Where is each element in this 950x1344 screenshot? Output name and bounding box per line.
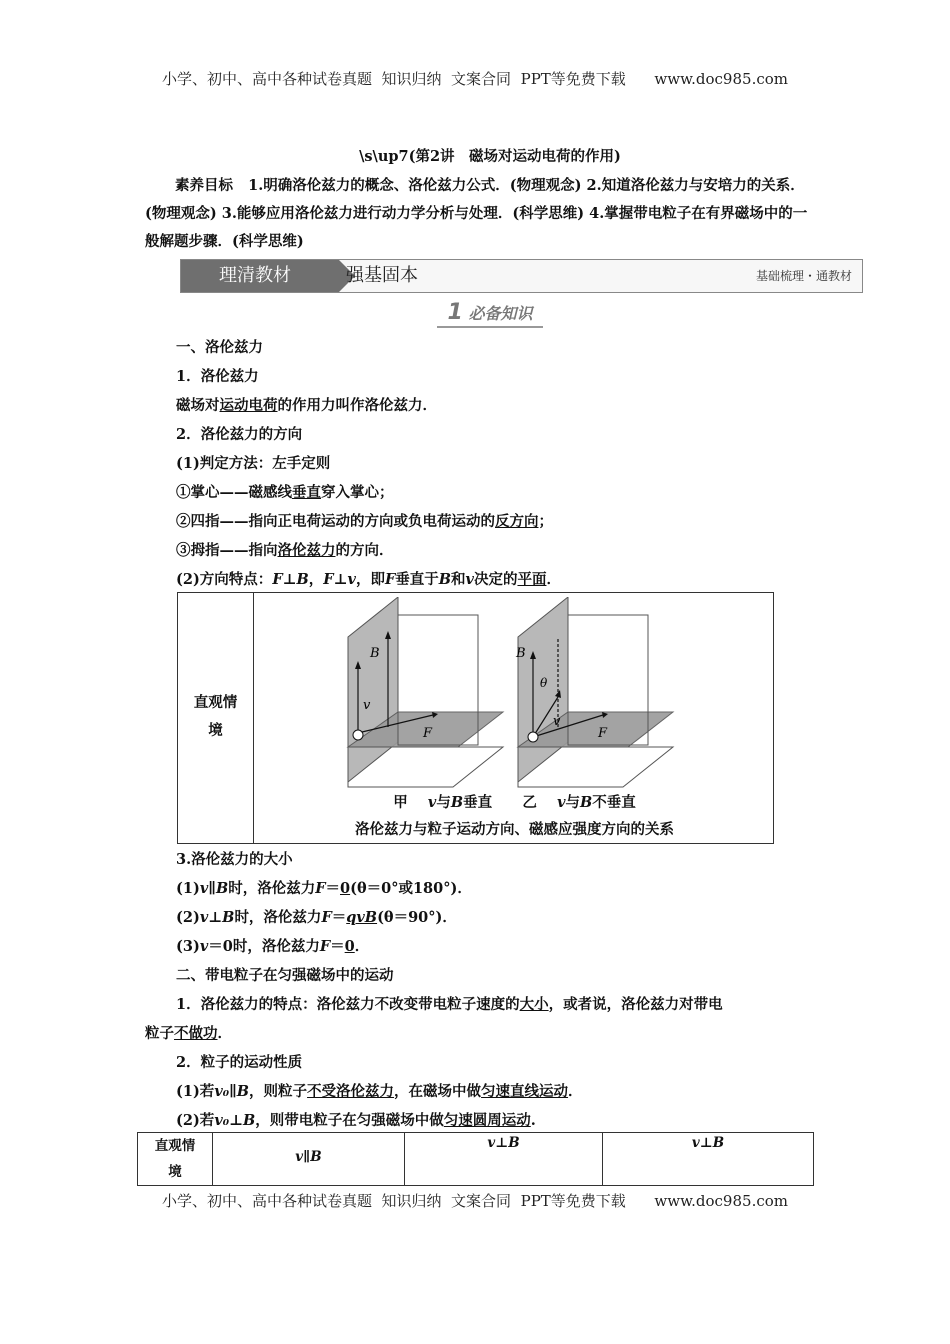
diagram-jia xyxy=(348,597,503,787)
label-v-yi: v xyxy=(553,714,561,729)
section1-heading: 一、洛伦兹力 xyxy=(176,339,263,356)
sub2-heading: 2．洛伦兹力的方向 xyxy=(176,426,303,443)
motion-table-col-perp-2: v⊥B xyxy=(691,1135,725,1151)
label-B-yi: B xyxy=(516,646,526,661)
palm-line: ①掌心——磁感线垂直穿入掌心； xyxy=(176,484,394,501)
figure-caption-1: 甲 v与B垂直 乙 v与B不垂直 xyxy=(393,794,636,811)
vertical-plane-jia xyxy=(348,597,398,782)
motion-line-1: (1)若v₀∥B，则粒子不受洛伦兹力，在磁场中做匀速直线运动． xyxy=(176,1083,583,1100)
knowledge-text: 必备知识 xyxy=(468,304,533,323)
four-fingers-line: ②四指——指向正电荷运动的方向或负电荷运动的反方向； xyxy=(176,513,553,530)
motion-table-col-perp-1: v⊥B xyxy=(405,1133,603,1185)
label-F-jia: F xyxy=(423,726,433,741)
banner-left: 理清教材 xyxy=(181,260,339,292)
goals-text: 1.明确洛伦兹力的概念、洛伦兹力公式．(物理观念) 2.知道洛伦兹力与安培力的关系．(物理观念) 3.能够应用洛伦兹力进行动力学分析与处理．(科学思维) 4.掌握带电粒子在有界磁场中的一般解题步骤．(科学思维) xyxy=(145,177,808,250)
banner-mid: 强基固本 xyxy=(346,265,418,286)
figure-caption-2: 洛伦兹力与粒子运动方向、磁感应强度方向的关系 xyxy=(355,821,674,838)
knowledge-num: 1 xyxy=(447,300,463,325)
size-line-2: (2)v⊥B时，洛伦兹力F＝qvB(θ＝90°)． xyxy=(176,909,457,926)
motion-table-label: 直观情 境 xyxy=(138,1133,213,1185)
positive-charge-yi xyxy=(528,732,538,742)
banner-right: 基础梳理・通教材 xyxy=(755,269,852,283)
figure-label: 直观情 境 xyxy=(193,694,238,739)
direction-feature: (2)方向特点：F⊥B，F⊥v，即F垂直于B和v决定的平面． xyxy=(176,571,561,588)
motion-heading: 2．粒子的运动性质 xyxy=(176,1054,303,1071)
thumb-line: ③拇指——指向洛伦兹力的方向． xyxy=(176,542,394,559)
page-footer: 小学、初中、高中各种试卷真题 知识归纳 文案合同 PPT等免费下载 www.doc985.com xyxy=(161,1192,788,1210)
motion-table xyxy=(137,1132,814,1186)
label-B-jia: B xyxy=(370,646,380,661)
page-header: 小学、初中、高中各种试卷真题 知识归纳 文案合同 PPT等免费下载 www.doc985.com xyxy=(161,70,788,88)
size-line-3: (3)v＝0时，洛伦兹力F＝0． xyxy=(176,938,370,955)
method-line: (1)判定方法：左手定则 xyxy=(176,455,331,472)
lorentz-diagram xyxy=(328,597,728,789)
positive-charge-jia xyxy=(353,730,363,740)
section-banner xyxy=(180,259,863,293)
feature-line-2: 粒子不做功． xyxy=(145,1025,232,1042)
goals-label: 素养目标 xyxy=(175,177,233,194)
label-v-jia: v xyxy=(363,698,371,713)
motion-line-2: (2)若v₀⊥B，则带电粒子在匀强磁场中做匀速圆周运动. xyxy=(176,1112,536,1129)
literacy-goals xyxy=(145,172,815,256)
section2-heading: 二、带电粒子在匀强磁场中的运动 xyxy=(176,967,394,984)
sub1-heading: 1．洛伦兹力 xyxy=(176,368,259,385)
feature-line-1: 1．洛伦兹力的特点：洛伦兹力不改变带电粒子速度的大小，或者说，洛伦兹力对带电 xyxy=(176,996,723,1013)
size-heading: 3.洛伦兹力的大小 xyxy=(176,851,293,868)
label-theta-yi: θ xyxy=(540,676,548,690)
knowledge-title xyxy=(437,300,543,328)
motion-table-col-parallel: v∥B xyxy=(213,1133,405,1185)
size-line-1: (1)v∥B时，洛伦兹力F＝0(θ＝0°或180°)． xyxy=(176,880,472,897)
label-F-yi: F xyxy=(598,726,608,741)
lesson-title: \s\up7(第2讲 磁场对运动电荷的作用) xyxy=(359,148,621,165)
figure-table xyxy=(177,592,774,844)
diagram-yi xyxy=(515,597,673,787)
definition: 磁场对运动电荷的作用力叫作洛伦兹力． xyxy=(176,397,437,414)
